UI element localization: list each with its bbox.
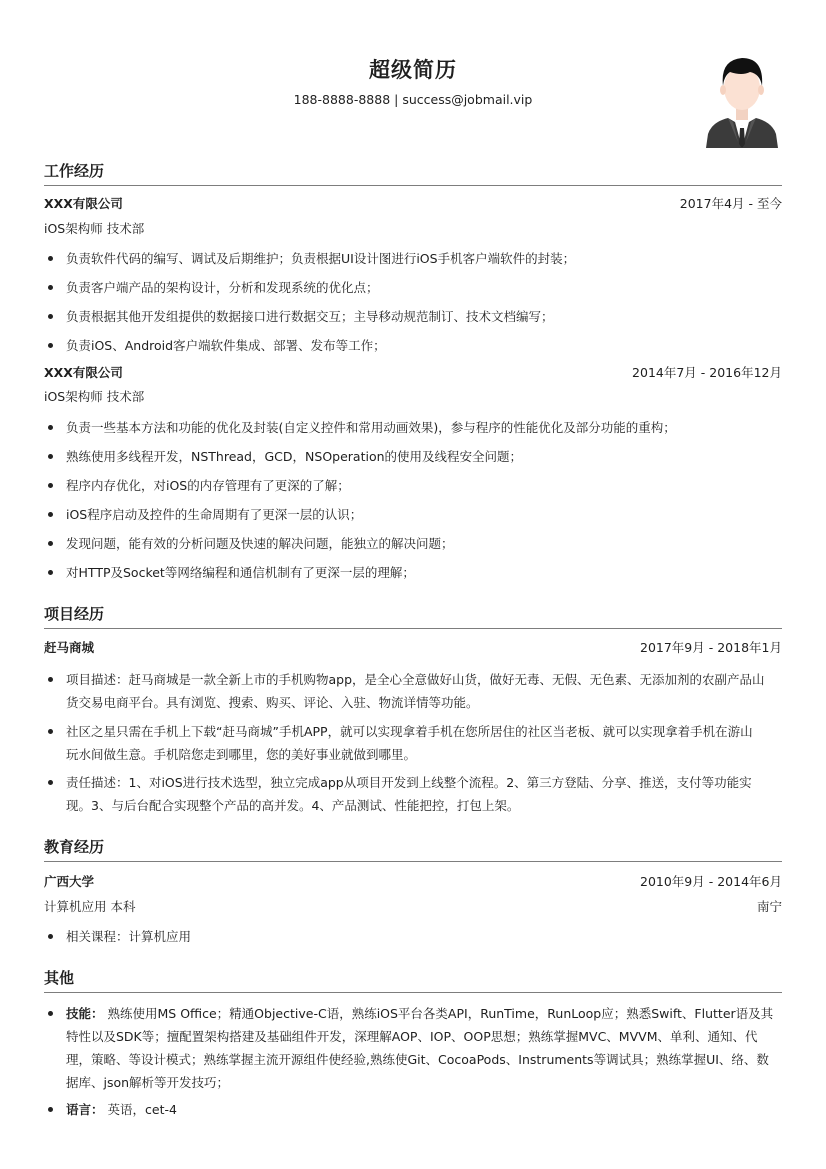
job-period: 2017年4月 - 至今 [679,196,782,211]
major-text: 计算机应用 本科 [44,899,136,914]
section-project [44,603,782,629]
job-role [44,387,782,407]
skills-item: 技能： 熟练使用MS Office；精通Objective-C语，熟练iOS平台各类API，RunTime，RunLoop应；熟悉Swift、Flutter语及其 特性以及SDK等；擅配置架构搭建及基础组件开发，深理解AOP、IOP、OOP思想；熟练掌握MVC、MVVM、单利、通知、代 理，策略、等设计模式；熟练掌握主流开源组件使经验,熟练使Git、CocoaPods、Instruments等调试具；熟练掌握UI、络、数 据库、json解析等开发技巧； [44,1002,782,1094]
education-detail [44,897,782,917]
role-text: iOS架构师 技术部 [44,221,145,236]
list-item: 社区之星只需在手机上下载“赶马商城”手机APP，就可以实现拿着手机在您所居住的社区当老板、就可以实现拿着手机在游山 玩水间做生意。手机陪您走到哪里，您的美好事业就做到哪里。 [44,720,782,766]
section-divider [44,185,782,186]
section-title-education: 教育经历 [44,838,105,856]
language-label: 语言： [66,1102,104,1117]
job-period: 2014年7月 - 2016年12月 [632,365,782,380]
list-item: 发现问题，能有效的分析问题及快速的解决问题，能独立的解决问题； [44,532,782,555]
education-period: 2010年9月 - 2014年6月 [640,874,782,889]
skills-label: 技能： [66,1006,104,1021]
role-text: iOS架构师 技术部 [44,389,145,404]
list-item: 程序内存优化，对iOS的内存管理有了更深的了解； [44,474,782,497]
company-name: XXX有限公司 [44,196,123,211]
list-item: 熟练使用多线程开发，NSThread，GCD，NSOperation的使用及线程安全问题； [44,445,782,468]
city-text: 南宁 [756,899,782,914]
avatar-icon [702,52,782,148]
language-item [44,1098,782,1121]
project-name: 赶马商城 [44,640,95,655]
school-name: 广西大学 [44,874,95,889]
education-header [44,872,782,892]
section-other [44,967,782,993]
section-education [44,836,782,862]
job-header [44,363,782,383]
list-item: 相关课程：计算机应用 [44,925,782,948]
section-title-project: 项目经历 [44,605,105,623]
section-work [44,160,782,186]
list-item: 负责软件代码的编写、调试及后期维护；负责根据UI设计图进行iOS手机客户端软件的封装； [44,247,782,270]
list-item: 负责一些基本方法和功能的优化及封装(自定义控件和常用动画效果)，参与程序的性能优化及部分功能的重构； [44,416,782,439]
list-item: iOS程序启动及控件的生命周期有了更深一层的认识； [44,503,782,526]
resume-name: 超级简历 [369,58,457,82]
project-header [44,638,782,658]
list-item: 责任描述：1、对iOS进行技术选型，独立完成app从项目开发到上线整个流程。2、第三方登陆、分享、推送，支付等功能实 现。3、与后台配合实现整个产品的高并发。4、产品测试、性能把控，打包上架。 [44,771,782,817]
company-name: XXX有限公司 [44,365,123,380]
section-title-other: 其他 [44,969,75,987]
section-divider [44,992,782,993]
list-item: 对HTTP及Socket等网络编程和通信机制有了更深一层的理解； [44,561,782,584]
language-value: 英语，cet-4 [107,1102,177,1117]
section-title-work: 工作经历 [44,162,105,180]
project-period: 2017年9月 - 2018年1月 [640,640,782,655]
list-item: 负责根据其他开发组提供的数据接口进行数据交互；主导移动规范制订、技术文档编写； [44,305,782,328]
list-item: 负责客户端产品的架构设计，分析和发现系统的优化点； [44,276,782,299]
list-item: 项目描述：赶马商城是一款全新上市的手机购物app，是全心全意做好山货，做好无毒、无假、无色素、无添加剂的农副产品山 货交易电商平台。具有浏览、搜索、购买、评论、入驻、物流详情等功能。 [44,668,782,714]
section-divider [44,628,782,629]
list-item: 负责iOS、Android客户端软件集成、部署、发布等工作； [44,334,782,357]
section-divider [44,861,782,862]
job-header [44,194,782,214]
contact-info: 188-8888-8888 | success@jobmail.vip [293,92,533,107]
job-role [44,219,782,239]
